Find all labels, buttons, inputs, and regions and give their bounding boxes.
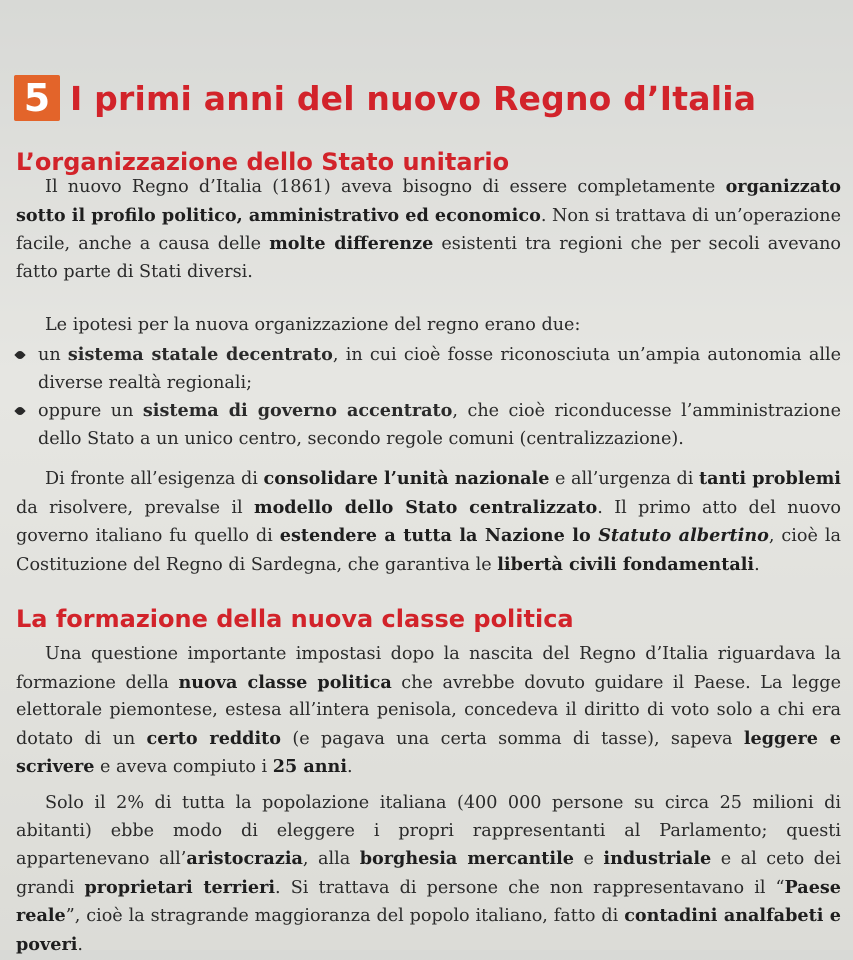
- text-run: .: [347, 757, 353, 778]
- paragraph-classe-politica-1: [16, 641, 841, 782]
- bold-term: consolidare l’unità nazionale: [263, 468, 550, 489]
- text-run: Di fronte all’esigenza di: [45, 469, 264, 489]
- bold-term: leggere e scrivere: [16, 727, 841, 778]
- section-heading-classe-politica: La formazione della nuova classe politica: [16, 605, 574, 633]
- bold-term: sistema di governo accentrato: [142, 400, 453, 422]
- bold-term: libertà civili fondamentali: [497, 553, 755, 575]
- text-run: (e pagava una certa somma di tasse), sapeva: [281, 728, 744, 749]
- bold-term: proprietari terrieri: [84, 876, 276, 898]
- paragraph-modello-centralizzato: [16, 465, 841, 579]
- text-run: Il nuovo Regno d’Italia (1861) aveva bisogno di essere completamente: [45, 177, 726, 197]
- bold-term: industriale: [603, 848, 712, 870]
- text-run: e all’urgenza di: [549, 469, 699, 489]
- bold-term: aristocrazia: [186, 848, 303, 870]
- text-run: esistenti tra regioni che per secoli avevano fatto parte di Stati diversi.: [16, 234, 841, 282]
- text-run: . Si trattava di persone che non rappresentavano il “: [275, 877, 785, 898]
- bold-term: 25 anni: [272, 756, 348, 778]
- bold-term: estendere a tutta la Nazione lo: [279, 525, 599, 547]
- text-run: e: [574, 849, 604, 870]
- paragraph-organizzazione-1: [16, 173, 841, 286]
- bullet-icon: [14, 406, 25, 417]
- bold-term: nuova classe politica: [178, 671, 392, 693]
- text-run: . Non si trattava di un’operazione facile, anche a causa delle: [16, 205, 841, 255]
- list-item: [16, 397, 841, 453]
- paragraph-classe-politica-2: [16, 790, 841, 960]
- chapter-number-badge: 5: [14, 75, 60, 121]
- text-run: , alla: [302, 849, 360, 870]
- bold-italic-term: Statuto albertino: [598, 525, 769, 547]
- text-run: . Il primo atto del nuovo governo italiano fu quello di: [16, 497, 841, 547]
- text-run: .: [77, 934, 84, 955]
- text-run: e al ceto dei grandi: [16, 849, 841, 898]
- ipotesi-list: [16, 341, 841, 453]
- bold-term: contadini analfabeti e poveri: [16, 905, 841, 955]
- chapter-title: I primi anni del nuovo Regno d’Italia: [70, 78, 757, 118]
- text-run: e aveva compiuto i: [94, 757, 273, 778]
- text-run: , che cioè riconducesse l’amministrazione dello Stato a un unico centro, secondo regole comuni (centralizzazione).: [38, 401, 841, 449]
- text-run: ”, cioè la stragrande maggioranza del popolo italiano, fatto di: [65, 906, 625, 927]
- chapter-header: [14, 75, 756, 121]
- bullet-icon: [14, 349, 25, 360]
- bold-term: borghesia mercantile: [359, 848, 574, 870]
- text-run: che avrebbe dovuto guidare il Paese. La legge elettorale piemontese, estesa all’intera penisola, concedeva il diritto di voto solo a chi era dotato di un: [16, 672, 841, 749]
- bold-term: organizzato sotto il profilo politico, amministrativo ed economico: [16, 176, 841, 226]
- bold-term: certo reddito: [146, 727, 282, 749]
- text-run: Una questione importante impostasi dopo la nascita del Regno d’Italia riguardava la formazione della: [16, 644, 841, 693]
- text-run: , cioè la Costituzione del Regno di Sardegna, che garantiva le: [16, 526, 841, 575]
- bold-term: sistema statale decentrato: [67, 344, 333, 365]
- text-run: Solo il 2% di tutta la popolazione italiana (400 000 persone su circa 25 milioni di abitanti) ebbe modo di eleggere i propri rappresentanti al Parlamento; questi appartenevano all’: [16, 793, 841, 870]
- text-run: oppure un: [38, 401, 143, 422]
- bold-term: Paese reale: [16, 876, 841, 927]
- text-run: da risolvere, prevalse il: [16, 497, 254, 518]
- section-heading-organizzazione: L’organizzazione dello Stato unitario: [16, 148, 510, 176]
- bold-term: tanti problemi: [698, 468, 841, 489]
- text-run: un: [38, 345, 68, 365]
- bold-term: molte differenze: [269, 233, 434, 255]
- bold-term: modello dello Stato centralizzato: [253, 496, 598, 518]
- list-item: [16, 341, 841, 397]
- text-run: , in cui cioè fosse riconosciuta un’ampia autonomia alle diverse realtà regionali;: [38, 345, 841, 393]
- paragraph-ipotesi: Le ipotesi per la nuova organizzazione del regno erano due:: [45, 315, 581, 335]
- text-run: .: [754, 554, 760, 575]
